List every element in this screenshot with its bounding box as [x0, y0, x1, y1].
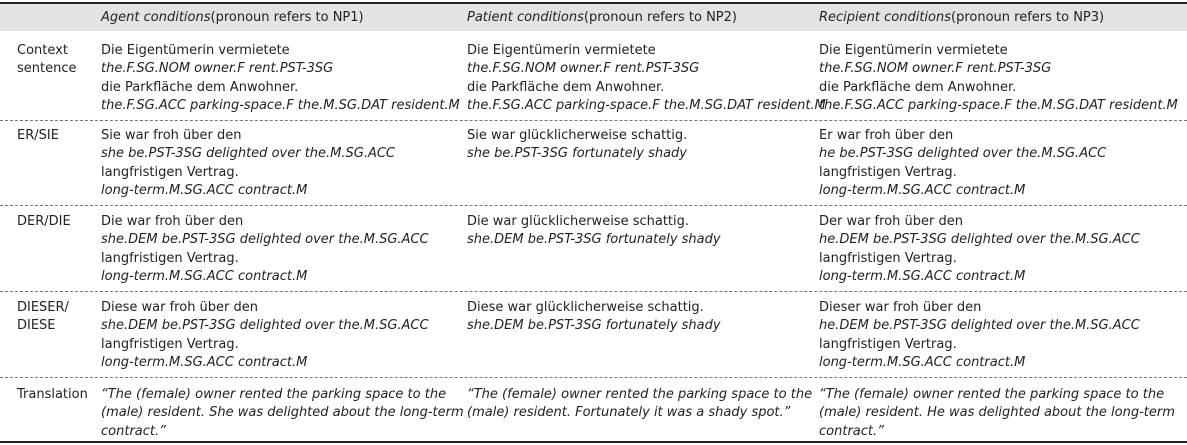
translation-line: (male) resident. Fortunately it was a shady spot.”	[467, 405, 791, 421]
gloss-line: the.F.SG.ACC parking-space.F the.M.SG.DAT resident.M	[819, 97, 1178, 113]
cell-derdie-recipient	[819, 213, 1140, 286]
german-line: langfristigen Vertrag.	[101, 250, 239, 266]
row-label-context-sentence	[17, 42, 97, 78]
german-line: Diese war glücklicherweise schattig.	[467, 300, 704, 315]
cell-derdie-agent	[101, 213, 429, 286]
cell-dieser-patient	[467, 299, 721, 336]
row-divider	[0, 120, 1187, 121]
row-label-line: sentence	[17, 61, 77, 76]
german-line: langfristigen Vertrag.	[101, 336, 239, 352]
german-line: Sie war froh über den	[101, 128, 242, 143]
german-line: Die war glücklicherweise schattig.	[467, 214, 690, 229]
german-line: langfristigen Vertrag.	[819, 336, 957, 352]
gloss-line: long-term.M.SG.ACC contract.M	[101, 354, 308, 370]
row-label-dieser-diese	[17, 299, 97, 335]
cell-context-patient	[467, 42, 826, 115]
gloss-line: he.DEM be.PST-3SG delighted over the.M.SG.ACC	[819, 318, 1140, 334]
gloss-line: she be.PST-3SG fortunately shady	[467, 146, 687, 162]
row-label-line: DIESE	[17, 318, 56, 333]
german-line: Die Eigentümerin vermietete	[819, 43, 1008, 58]
gloss-line: she be.PST-3SG delighted over the.M.SG.ACC	[101, 146, 396, 162]
row-label-er-sie	[17, 127, 97, 145]
german-line: Die war froh über den	[101, 214, 244, 229]
row-label-line: DER/DIE	[17, 214, 71, 229]
translation-line: “The (female) owner rented the parking space to the	[467, 387, 813, 402]
german-line: Der war froh über den	[819, 214, 963, 229]
header-patient-conditions	[467, 9, 737, 26]
translation-line: (male) resident. She was delighted about the long-term	[101, 405, 464, 421]
translation-line: contract.”	[819, 423, 884, 439]
cell-context-recipient	[819, 42, 1178, 115]
row-label-der-die	[17, 213, 97, 231]
header-role-note: (pronoun refers to NP2)	[583, 10, 737, 25]
row-divider	[0, 377, 1187, 378]
gloss-line: the.F.SG.ACC parking-space.F the.M.SG.DAT resident.M	[467, 97, 826, 113]
row-label-line: Translation	[17, 387, 88, 402]
german-line: Dieser war froh über den	[819, 300, 982, 315]
gloss-line: long-term.M.SG.ACC contract.M	[101, 182, 308, 198]
gloss-line: long-term.M.SG.ACC contract.M	[819, 354, 1026, 370]
german-line: langfristigen Vertrag.	[819, 250, 957, 266]
gloss-line: she.DEM be.PST-3SG delighted over the.M.SG.ACC	[101, 232, 429, 248]
german-line: Die Eigentümerin vermietete	[467, 43, 656, 58]
header-recipient-conditions	[819, 9, 1104, 26]
gloss-line: long-term.M.SG.ACC contract.M	[819, 182, 1026, 198]
gloss-line: the.F.SG.ACC parking-space.F the.M.SG.DAT resident.M	[101, 97, 460, 113]
header-role-label: Recipient conditions	[819, 10, 951, 25]
german-line: die Parkfläche dem Anwohner.	[819, 79, 1017, 95]
gloss-line: he be.PST-3SG delighted over the.M.SG.ACC	[819, 146, 1107, 162]
cell-ersie-agent	[101, 127, 395, 200]
german-line: Diese war froh über den	[101, 300, 259, 315]
row-label-line: ER/SIE	[17, 128, 59, 143]
german-line: Sie war glücklicherweise schattig.	[467, 128, 688, 143]
translation-line: contract.”	[101, 423, 166, 439]
cell-translation-recipient	[819, 386, 1175, 441]
gloss-line: long-term.M.SG.ACC contract.M	[101, 268, 308, 284]
table-bottom-rule	[0, 441, 1187, 443]
gloss-line: the.F.SG.NOM owner.F rent.PST-3SG	[819, 61, 1052, 77]
translation-line: (male) resident. He was delighted about the long-term	[819, 405, 1175, 421]
cell-ersie-recipient	[819, 127, 1106, 200]
cell-dieser-agent	[101, 299, 429, 372]
header-role-label: Patient conditions	[467, 10, 584, 25]
gloss-line: he.DEM be.PST-3SG delighted over the.M.SG.ACC	[819, 232, 1140, 248]
german-line: Er war froh über den	[819, 128, 954, 143]
gloss-line: she.DEM be.PST-3SG fortunately shady	[467, 318, 721, 334]
row-divider	[0, 205, 1187, 206]
translation-line: “The (female) owner rented the parking space to the	[101, 387, 447, 402]
german-line: langfristigen Vertrag.	[819, 164, 957, 180]
header-role-note: (pronoun refers to NP1)	[210, 10, 364, 25]
gloss-line: long-term.M.SG.ACC contract.M	[819, 268, 1026, 284]
gloss-line: the.F.SG.NOM owner.F rent.PST-3SG	[467, 61, 700, 77]
german-line: die Parkfläche dem Anwohner.	[101, 79, 299, 95]
row-label-line: DIESER/	[17, 300, 69, 315]
translation-line: “The (female) owner rented the parking space to the	[819, 387, 1165, 402]
cell-ersie-patient	[467, 127, 687, 164]
cell-derdie-patient	[467, 213, 721, 250]
german-line: Die Eigentümerin vermietete	[101, 43, 290, 58]
row-label-line: Context	[17, 43, 68, 58]
row-label-translation	[17, 386, 97, 404]
header-role-label: Agent conditions	[101, 10, 211, 25]
cell-dieser-recipient	[819, 299, 1140, 372]
german-line: die Parkfläche dem Anwohner.	[467, 79, 665, 95]
header-role-note: (pronoun refers to NP3)	[951, 10, 1105, 25]
cell-translation-agent	[101, 386, 464, 441]
gloss-line: she.DEM be.PST-3SG fortunately shady	[467, 232, 721, 248]
row-divider	[0, 291, 1187, 292]
cell-context-agent	[101, 42, 460, 115]
gloss-line: the.F.SG.NOM owner.F rent.PST-3SG	[101, 61, 334, 77]
cell-translation-patient	[467, 386, 812, 423]
gloss-line: she.DEM be.PST-3SG delighted over the.M.SG.ACC	[101, 318, 429, 334]
german-line: langfristigen Vertrag.	[101, 164, 239, 180]
header-agent-conditions	[101, 9, 364, 26]
